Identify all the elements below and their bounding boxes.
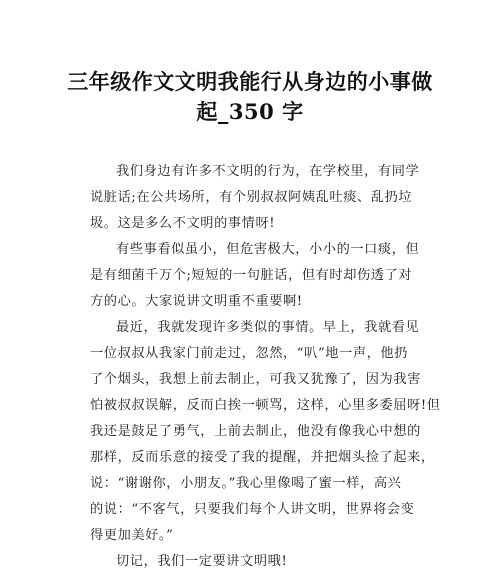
paragraph-3-line-1: 最近，我就发现许多类似的事情。早上，我就看见: [116, 320, 420, 335]
paragraph-3-line-6: 那样，反而乐意的接受了我的提醒，并把烟头捡了起来，: [90, 450, 435, 465]
paragraph-2-line-3: 方的心。大家说讲文明重不重要啊!: [90, 294, 303, 309]
document-title-line-1: 三年级作文文明我能行从身边的小事做: [67, 69, 433, 94]
paragraph-3-line-4: 怕被叔叔误解，反而白挨一顿骂，这样，心里多委屈呀!但: [90, 398, 441, 413]
paragraph-3-line-2: 一位叔叔从我家门前走过，忽然，“叭”地一声，他扔: [90, 346, 409, 361]
paragraph-3-line-8: 的说：“不客气，只要我们每个人讲文明，世界将会变: [90, 502, 415, 517]
paragraph-1-line-3: 圾。这是多么不文明的事情呀!: [90, 216, 276, 231]
document-title-line-2: 起_350 字: [196, 99, 304, 124]
paragraph-3-line-3: 了个烟头，我想上前去制止，可我又犹豫了，因为我害: [90, 372, 421, 387]
paragraph-2-line-1: 有些事看似虽小，但危害极大，小小的一口痰，但: [116, 242, 420, 257]
paragraph-1-line-1: 我们身边有许多不文明的行为，在学校里，有同学: [116, 164, 420, 179]
paragraph-1-line-2: 说脏话;在公共场所，有个别叔叔阿姨乱吐痰、乱扔垃: [90, 190, 413, 205]
paragraph-4-line-1: 切记，我们一定要讲文明哦!: [116, 554, 288, 569]
paragraph-3-line-7: 说：“谢谢你，小朋友。”我心里像喝了蜜一样，高兴: [90, 476, 402, 491]
paragraph-2-line-2: 是有细菌千万个;短短的一句脏话，但有时却伤透了对: [90, 268, 413, 283]
paragraph-3-line-9: 得更加美好。”: [90, 528, 174, 543]
paragraph-3-line-5: 我还是鼓足了勇气，上前去制止，他没有像我心中想的: [90, 424, 421, 439]
